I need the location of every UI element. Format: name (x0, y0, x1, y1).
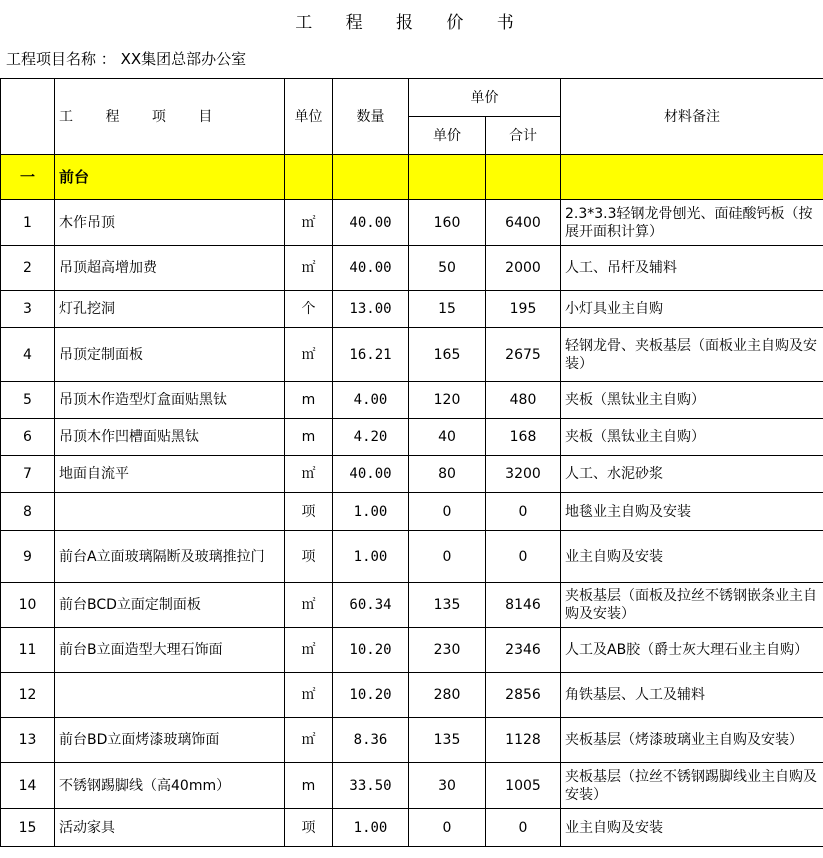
row-unit: ㎡ (285, 328, 333, 382)
row-note: 业主自购及安装 (561, 531, 823, 583)
row-item: 吊顶定制面板 (55, 328, 285, 382)
row-no: 9 (1, 531, 55, 583)
row-note: 2.3*3.3轻钢龙骨刨光、面硅酸钙板（按展开面积计算） (561, 200, 823, 246)
section-row (1, 155, 823, 200)
row-quantity: 13.00 (333, 291, 409, 328)
row-item: 木作吊顶 (55, 200, 285, 246)
row-item (55, 493, 285, 531)
section-name: 前台 (55, 155, 285, 200)
row-note: 夹板基层（烤漆玻璃业主自购及安装） (561, 718, 823, 763)
table-row (1, 718, 823, 763)
row-quantity: 60.34 (333, 583, 409, 628)
row-quantity: 4.20 (333, 419, 409, 456)
row-item: 活动家具 (55, 809, 285, 847)
row-item: 不锈钢踢脚线（高40mm） (55, 763, 285, 809)
row-item: 吊顶超高增加费 (55, 246, 285, 291)
row-note: 角铁基层、人工及辅料 (561, 673, 823, 718)
table-row (1, 419, 823, 456)
row-note: 人工、水泥砂浆 (561, 456, 823, 493)
row-item: 吊顶木作凹槽面贴黑钛 (55, 419, 285, 456)
header-total: 合计 (486, 117, 561, 155)
row-unit-price: 30 (409, 763, 486, 809)
row-unit-price: 160 (409, 200, 486, 246)
header-unit: 单位 (285, 79, 333, 155)
row-total: 6400 (486, 200, 561, 246)
table-row (1, 763, 823, 809)
row-quantity: 8.36 (333, 718, 409, 763)
row-note: 业主自购及安装 (561, 809, 823, 847)
row-total: 2856 (486, 673, 561, 718)
row-total: 168 (486, 419, 561, 456)
row-total: 2000 (486, 246, 561, 291)
row-quantity: 16.21 (333, 328, 409, 382)
row-unit: m (285, 382, 333, 419)
row-quantity: 1.00 (333, 809, 409, 847)
row-unit-price: 80 (409, 456, 486, 493)
project-name-line (6, 48, 246, 69)
row-no: 6 (1, 419, 55, 456)
row-no: 4 (1, 328, 55, 382)
row-total: 480 (486, 382, 561, 419)
row-note: 夹板基层（拉丝不锈钢踢脚线业主自购及安装） (561, 763, 823, 809)
table-row (1, 809, 823, 847)
row-item: 地面自流平 (55, 456, 285, 493)
table-row (1, 291, 823, 328)
row-unit: m (285, 419, 333, 456)
row-total: 2675 (486, 328, 561, 382)
row-no: 11 (1, 628, 55, 673)
row-quantity: 40.00 (333, 200, 409, 246)
row-total: 2346 (486, 628, 561, 673)
row-note: 夹板（黑钛业主自购） (561, 382, 823, 419)
row-unit: ㎡ (285, 246, 333, 291)
row-unit-price: 280 (409, 673, 486, 718)
row-unit-price: 0 (409, 531, 486, 583)
row-item: 前台A立面玻璃隔断及玻璃推拉门 (55, 531, 285, 583)
table-row (1, 246, 823, 291)
row-note: 夹板（黑钛业主自购） (561, 419, 823, 456)
row-total: 3200 (486, 456, 561, 493)
row-unit-price: 15 (409, 291, 486, 328)
row-unit: ㎡ (285, 673, 333, 718)
document-title: 工 程 报 价 书 (295, 13, 528, 33)
row-unit: 个 (285, 291, 333, 328)
row-unit: 项 (285, 531, 333, 583)
row-unit-price: 40 (409, 419, 486, 456)
row-total: 0 (486, 493, 561, 531)
table-row (1, 328, 823, 382)
row-quantity: 40.00 (333, 246, 409, 291)
row-quantity: 1.00 (333, 531, 409, 583)
row-unit-price: 0 (409, 493, 486, 531)
row-unit: ㎡ (285, 456, 333, 493)
row-no: 3 (1, 291, 55, 328)
row-no: 8 (1, 493, 55, 531)
header-notes: 材料备注 (561, 79, 823, 155)
table-row (1, 628, 823, 673)
row-note: 人工、吊杆及辅料 (561, 246, 823, 291)
row-unit: ㎡ (285, 718, 333, 763)
table-row (1, 200, 823, 246)
table-row (1, 456, 823, 493)
row-unit-price: 165 (409, 328, 486, 382)
table-row (1, 493, 823, 531)
row-no: 14 (1, 763, 55, 809)
project-label: 工程项目名称 ： (6, 50, 116, 68)
project-name: XX集团总部办公室 (120, 50, 247, 68)
row-no: 1 (1, 200, 55, 246)
header-item: 工 程 项 目 (55, 79, 285, 155)
row-unit: m (285, 763, 333, 809)
row-quantity: 10.20 (333, 628, 409, 673)
header-no-cell (1, 79, 55, 155)
row-note: 小灯具业主自购 (561, 291, 823, 328)
row-unit: ㎡ (285, 628, 333, 673)
row-item: 前台BD立面烤漆玻璃饰面 (55, 718, 285, 763)
row-quantity: 40.00 (333, 456, 409, 493)
row-item: 前台B立面造型大理石饰面 (55, 628, 285, 673)
header-unit-price: 单价 (409, 117, 486, 155)
quote-table (0, 78, 823, 847)
row-quantity: 33.50 (333, 763, 409, 809)
row-item: 灯孔挖洞 (55, 291, 285, 328)
row-total: 0 (486, 531, 561, 583)
row-quantity: 10.20 (333, 673, 409, 718)
row-unit: ㎡ (285, 583, 333, 628)
row-no: 7 (1, 456, 55, 493)
row-unit-price: 135 (409, 583, 486, 628)
row-unit: ㎡ (285, 200, 333, 246)
table-row (1, 583, 823, 628)
row-quantity: 4.00 (333, 382, 409, 419)
row-unit: 项 (285, 809, 333, 847)
row-total: 1128 (486, 718, 561, 763)
row-unit-price: 120 (409, 382, 486, 419)
row-item (55, 673, 285, 718)
header-price-group: 单价 (409, 79, 561, 117)
row-total: 8146 (486, 583, 561, 628)
table-row (1, 382, 823, 419)
row-note: 地毯业主自购及安装 (561, 493, 823, 531)
row-item: 前台BCD立面定制面板 (55, 583, 285, 628)
section-no: 一 (1, 155, 55, 200)
row-unit-price: 135 (409, 718, 486, 763)
row-total: 1005 (486, 763, 561, 809)
table-row (1, 673, 823, 718)
row-no: 12 (1, 673, 55, 718)
row-note: 夹板基层（面板及拉丝不锈钢嵌条业主自购及安装） (561, 583, 823, 628)
row-unit-price: 50 (409, 246, 486, 291)
row-unit-price: 0 (409, 809, 486, 847)
row-no: 5 (1, 382, 55, 419)
row-no: 10 (1, 583, 55, 628)
row-quantity: 1.00 (333, 493, 409, 531)
row-note: 人工及AB胶（爵士灰大理石业主自购） (561, 628, 823, 673)
row-no: 13 (1, 718, 55, 763)
row-no: 15 (1, 809, 55, 847)
row-unit-price: 230 (409, 628, 486, 673)
row-no: 2 (1, 246, 55, 291)
row-total: 195 (486, 291, 561, 328)
row-item: 吊顶木作造型灯盒面贴黑钛 (55, 382, 285, 419)
header-quantity: 数量 (333, 79, 409, 155)
row-note: 轻钢龙骨、夹板基层（面板业主自购及安装） (561, 328, 823, 382)
row-unit: 项 (285, 493, 333, 531)
row-total: 0 (486, 809, 561, 847)
table-row (1, 531, 823, 583)
